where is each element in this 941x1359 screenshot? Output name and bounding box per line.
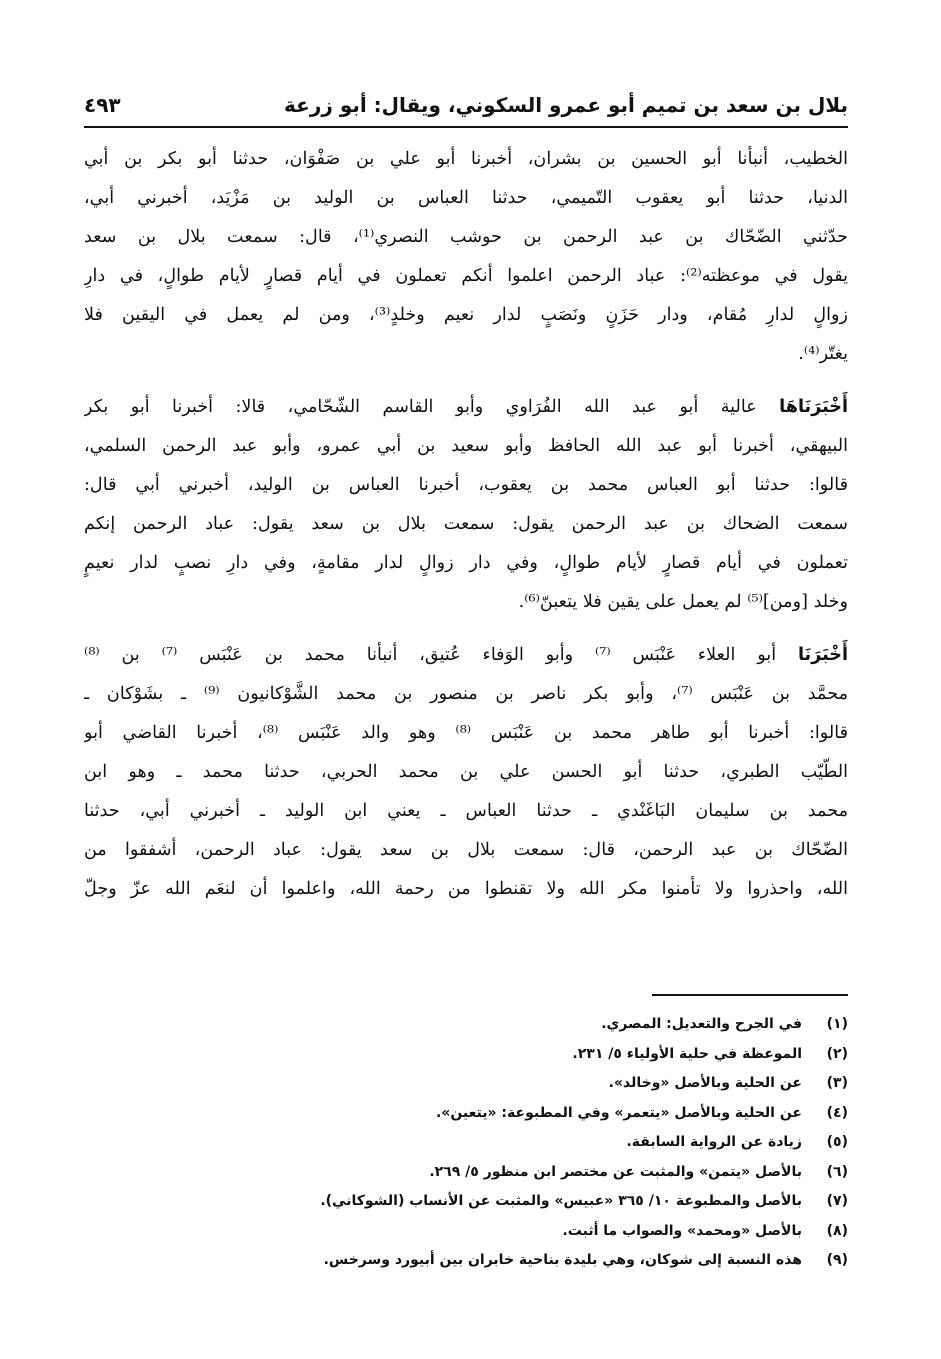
footnote-item [200,1128,848,1158]
footnote-item [200,1040,848,1070]
footnote-item [200,1217,848,1247]
footnote-text: بالأصل والمطبوعة ١٠/ ٣٦٥ «عبيس» والمثبت عن الأنساب (الشوكاني). [320,1193,802,1209]
footnote-text: في الجرح والتعديل: المصري. [601,1016,802,1032]
text-line: قالوا: حدثنا أبو العباس محمد بن يعقوب، أخبرنا العباس بن الوليد، أخبرني أبي قال: [84,475,848,495]
main-text [84,140,848,923]
running-title: بلال بن سعد بن تميم أبو عمرو السكوني، ويقال: أبو زرعة [284,93,848,117]
footnote-item [200,1246,848,1276]
text-line: سمعت الضحاك بن عبد الرحمن يقول: سمعت بلال بن سعد يقول: عباد الرحمن إنكم [84,514,848,534]
text-line: الدنيا، حدثنا أبو يعقوب التّميمي، حدثنا العباس بن الوليد بن مَزْيَد، أخبرني أبي، [84,188,848,208]
footnote-text: زيادة عن الرواية السابقة. [626,1134,802,1150]
text-line: البيهقي، أخبرنا أبو عبد الله الحافظ وأبو سعيد بن أبي عمرو، وأبو عبد الرحمن السلمي، [84,436,848,456]
footnote-separator [652,994,848,996]
footnote-number: (٤) [826,1104,848,1121]
text-line: قالوا: أخبرنا أبو طاهر محمد بن عَنْبَس ⁽⁸⁾ وهو والد عَنْبَس ⁽⁸⁾، أخبرنا القاضي أبو [84,723,848,743]
text-line: حدّثني الضّحّاك بن عبد الرحمن بن حوشب النصري⁽¹⁾، قال: سمعت بلال بن سعد [84,227,848,247]
text-line: يقول في موعظته⁽²⁾: عباد الرحمن اعلموا أنكم تعملون في أيام قصارٍ لأيام طوالٍ، في دارِ [84,266,848,286]
footnote-text: هذه النسبة إلى شوكان، وهي بليدة بناحية خابران بين أبيورد وسرخس. [323,1252,802,1268]
text-line: الله، واحذروا ولا تأمنوا مكر الله ولا تقنطوا من رحمة الله، واعلموا أن لنعَم الله عزّ وجلّ [84,879,848,899]
footnote-number: (٩) [826,1252,848,1268]
footnote-number: (١) [826,1016,848,1032]
footnote-text: عن الحلية وبالأصل «يتعمر» وفي المطبوعة: «يتعين». [435,1104,802,1121]
text-line-rest: أبو العلاء عَنْبَس ⁽⁷⁾ وأبو الوَفاء عُتيق، أنبأنا محمد بن عَنْبَس ⁽⁷⁾ بن ⁽⁸⁾ [84,645,798,665]
footnote-number: (٢) [826,1045,848,1062]
footnote-number: (٨) [826,1222,848,1239]
footnote-number: (٣) [826,1075,848,1091]
header-rule [84,126,848,128]
text-line: محمد بن سليمان البَاغَنْدي ـ حدثنا العباس ـ يعني ابن الوليد ـ أخبرني أبي، حدثنا [84,801,848,821]
paragraph-1 [84,140,848,374]
footnote-item [200,1069,848,1099]
page-header [84,84,848,126]
footnote-text: بالأصل «يتمن» والمثبت عن مختصر ابن منظور ٥/ ٢٦٩. [429,1163,802,1180]
text-line [84,388,848,427]
text-line: الطّيّب الطبري، حدثنا أبو الحسن علي بن محمد الحربي، حدثنا محمد ـ وهو ابن [84,762,848,782]
footnotes [200,1010,848,1276]
text-line: تعملون في أيام قصارٍ لأيام طوالٍ، وفي دار زوالٍ لدار مقامةٍ، وفي دارِ نصبٍ لدار نعيمٍ [84,553,848,573]
footnote-item [200,1187,848,1217]
paragraph-3 [84,636,848,909]
footnote-item [200,1010,848,1040]
paragraph-lead-word: أَخْبَرَنَاهَا [779,397,848,417]
footnote-number: (٧) [826,1193,848,1209]
text-line-rest: عالية أبو عبد الله الفُرَاوي وأبو القاسم الشّحّامي، قالا: أخبرنا أبو بكر [84,397,780,417]
text-line: يغتّر⁽⁴⁾. [798,344,848,364]
footnote-item [200,1158,848,1188]
footnote-text: بالأصل «ومحمد» والصواب ما أثبت. [562,1222,802,1239]
text-line: زوالٍ لدارِ مُقام، ودار حَزَنٍ ونَصَبٍ لدار نعيم وخلدٍ⁽³⁾، ومن لم يعمل في اليقين فلا [84,305,848,325]
text-line: محمَّد بن عَنْبَس ⁽⁷⁾، وأبو بكر ناصر بن منصور بن محمد الشَّوْكانيون ⁽⁹⁾ ـ بشَوْكان ـ [84,684,848,704]
paragraph-2 [84,388,848,622]
text-line: وخلد [ومن]⁽⁵⁾ لم يعمل على يقين فلا يتعبنّ⁽⁶⁾. [518,592,848,612]
page-number: ٤٩٣ [84,93,121,117]
text-line: الضّحّاك بن عبد الرحمن، قال: سمعت بلال بن سعد يقول: عباد الرحمن، أشفقوا من [84,840,848,860]
text-line: الخطيب، أنبأنا أبو الحسين بن بشران، أخبرنا أبو علي بن صَفْوَان، حدثنا أبو بكر بن أبي [84,149,848,169]
footnote-text: عن الحلية وبالأصل «وخالد». [608,1075,802,1091]
text-line [84,636,848,675]
paragraph-lead-word: أَخْبَرَنَا [797,645,848,665]
footnote-item [200,1099,848,1129]
footnote-number: (٥) [826,1134,848,1150]
footnote-number: (٦) [826,1163,848,1180]
footnote-text: الموعظة في حلية الأولياء ٥/ ٢٣١. [572,1045,802,1062]
